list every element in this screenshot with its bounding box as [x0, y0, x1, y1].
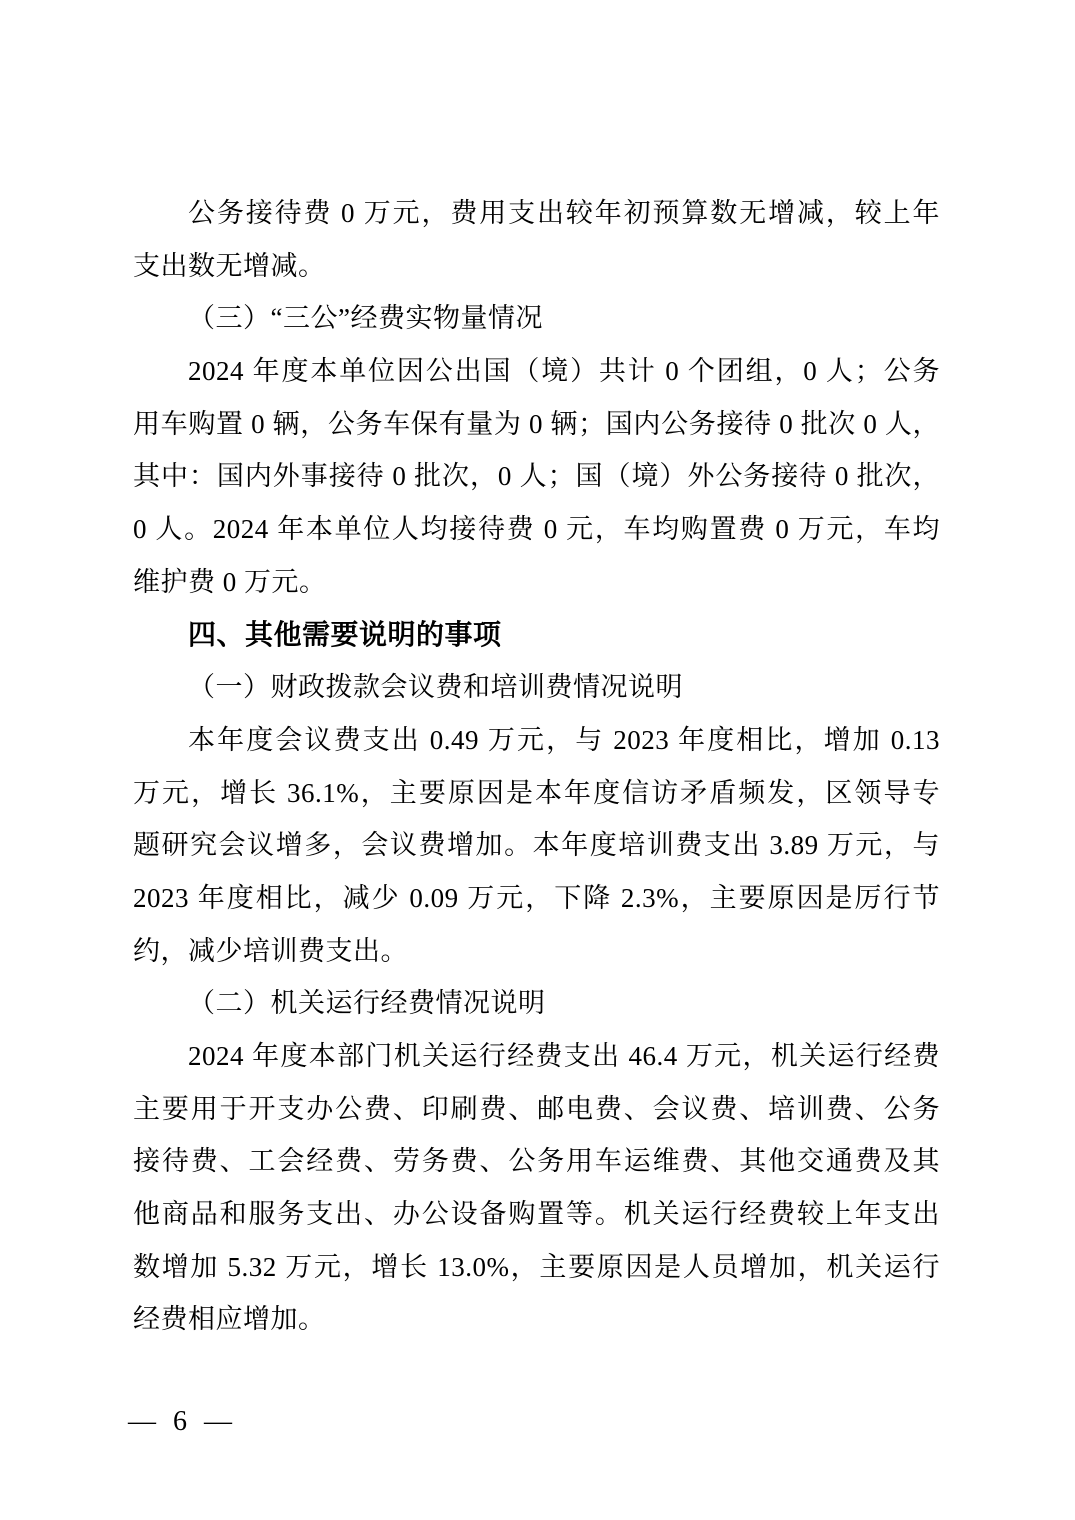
body-text-line: 约，减少培训费支出。: [133, 935, 408, 966]
body-text-line: 本年度会议费支出 0.49 万元，与 2023 年度相比，增加 0.13: [188, 724, 940, 755]
body-text-line: 2024 年度本部门机关运行经费支出 46.4 万元，机关运行经费: [188, 1041, 940, 1071]
page-number: — 6 —: [128, 1406, 237, 1437]
body-text-line: 支出数无增减。: [133, 250, 326, 281]
body-text-line: 万元，增长 36.1%，主要原因是本年度信访矛盾频发，区领导专: [133, 777, 940, 808]
body-text-line: 公务接待费 0 万元，费用支出较年初预算数无增减，较上年: [188, 198, 940, 228]
body-text-line: 用车购置 0 辆，公务车保有量为 0 辆；国内公务接待 0 批次 0 人，: [133, 408, 940, 439]
body-text-line: 2023 年度相比，减少 0.09 万元，下降 2.3%，主要原因是厉行节: [133, 882, 940, 913]
body-text-line: 其中：国内外事接待 0 批次，0 人；国（境）外公务接待 0 批次，: [133, 461, 940, 492]
body-text-line: 经费相应增加。: [133, 1304, 326, 1335]
subsection-heading: （三）“三公”经费实物量情况: [188, 303, 543, 334]
body-text-line: 他商品和服务支出、办公设备购置等。机关运行经费较上年支出: [133, 1199, 940, 1230]
body-text-line: 主要用于开支办公费、印刷费、邮电费、会议费、培训费、公务: [133, 1093, 940, 1124]
subsection-heading: （一）财政拨款会议费和培训费情况说明: [188, 672, 683, 703]
body-text-line: 0 人。2024 年本单位人均接待费 0 元，车均购置费 0 万元，车均: [133, 514, 940, 545]
body-text-line: 题研究会议增多，会议费增加。本年度培训费支出 3.89 万元，与: [133, 830, 940, 861]
section-heading: 四、其他需要说明的事项: [188, 618, 502, 650]
document-content: [133, 187, 940, 1346]
body-text-line: 接待费、工会经费、劳务费、公务用车运维费、其他交通费及其: [133, 1146, 940, 1177]
body-text-line: 数增加 5.32 万元，增长 13.0%，主要原因是人员增加，机关运行: [133, 1251, 940, 1282]
body-text-line: 维护费 0 万元。: [133, 566, 327, 597]
body-text-line: 2024 年度本单位因公出国（境）共计 0 个团组，0 人；公务: [188, 356, 940, 387]
subsection-heading: （二）机关运行经费情况说明: [188, 988, 546, 1019]
page-footer: [128, 1405, 237, 1439]
